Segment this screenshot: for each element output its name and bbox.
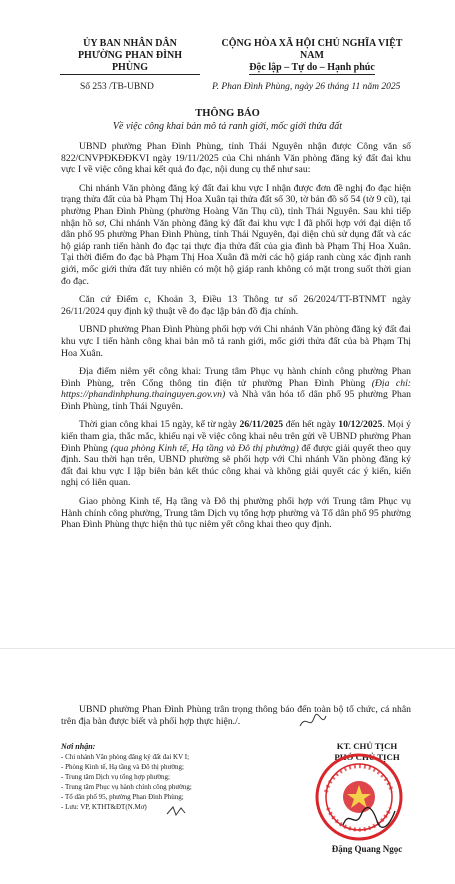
document-subject: Về việc công khai bản mô tả ranh giới, mốc giới thửa đất xyxy=(112,121,343,132)
signer-name: Đặng Quang Ngọc xyxy=(331,844,403,854)
initials-scribble xyxy=(298,712,328,732)
nation-line-1: CỘNG HÒA XÃ HỘI CHỦ NGHĨA VIỆT NAM xyxy=(221,38,403,61)
period-text-end: để được giải quyết theo quy định. Sau thời hạn trên, UBND phường sẽ phối hợp với Chi nhánh Văn phòng đăng ký đất đai khu vực I lập biên bản kết thúc công khai và không giải quyết các ý kiến, kiến nghị có liên quan. xyxy=(61,442,411,489)
nation-motto: Độc lập – Tự do – Hạnh phúc xyxy=(249,62,375,73)
posting-place-text: Địa điểm niêm yết công khai: Trung tâm Phục vụ hành chính công phường Phan Đình Phùng, trên Cổng thông tin điện tử phường Phan Đình Phùng xyxy=(61,366,411,389)
paragraph-1: UBND phường Phan Đình Phùng, tỉnh Thái Nguyên nhận được Công văn số 822/CNVPĐKĐĐKVI ngày 19/11/2025 của Chi nhánh Văn phòng đăng ký đất đai khu vực I về việc công khai kết quả đo đạc, nội dung cụ thể như sau: xyxy=(61,141,411,176)
document-title: THÔNG BÁO xyxy=(195,108,260,119)
recipients-label: Nơi nhận: xyxy=(61,742,96,751)
end-date: 10/12/2025 xyxy=(338,419,383,431)
paragraph-5 xyxy=(61,366,411,412)
document-number: Số 253 /TB-UBND xyxy=(80,82,154,92)
posting-place-text-end: và Nhà văn hóa tổ dân phố 95 phường Phan Đình Phùng, tỉnh Thái Nguyên. xyxy=(61,389,411,412)
paragraph-7: Giao phòng Kinh tế, Hạ tầng và Đô thị phường phối hợp với Trung tâm Phục vụ Hành chính công phường, Trung tâm Dịch vụ tổng hợp phường và Tổ dân phố 95 phường Phan Đình Phùng thực hiện thủ tục niêm yết công khai theo quy định. xyxy=(61,496,411,531)
place-date: P. Phan Đình Phùng, ngày 26 tháng 11 năm 2025 xyxy=(212,82,401,92)
period-text-mid: đến hết ngày xyxy=(283,419,339,431)
agency-line-2: PHƯỜNG PHAN ĐÌNH PHÙNG xyxy=(60,50,200,75)
archive-scribble xyxy=(165,804,187,818)
paragraph-3: Căn cứ Điểm c, Khoản 3, Điều 13 Thông tư số 26/2024/TT-BTNMT ngày 26/11/2024 quy định kỹ thuật về đo đạc lập bản đồ địa chính. xyxy=(61,294,411,317)
start-date: 26/11/2025 xyxy=(239,419,284,431)
paragraph-6 xyxy=(61,419,411,489)
document-body xyxy=(61,141,411,538)
signer-authority: KT. CHỦ TỊCH xyxy=(336,741,398,751)
department-note: (qua phòng Kinh tế, Hạ tầng và Đô thị phường) xyxy=(110,442,299,454)
issuing-agency xyxy=(60,38,200,75)
paragraph-2: Chi nhánh Văn phòng đăng ký đất đai khu vực I nhận được đơn đề nghị đo đạc hiện trạng thửa đất của bà Phạm Thị Hoa Xuân tại thửa đất số 30, tờ bản đồ số 54 (tờ 9 cũ), tại phường Phan Đình Phùng (phường Hoàng Văn Thụ cũ), tỉnh Thái Nguyên. Sau khi tiếp nhận hồ sơ, Chi nhánh Văn phòng đăng ký đất đai khu vực I đã phối hợp với đại diện tổ dân phố 95 phường Phan Đình Phùng, tỉnh Thái Nguyên, đại diện chủ sử dụng đất và các hộ giáp ranh tiến hành đo đạc tại thực địa thửa đất của gia đình bà Phạm Thị Hoa Xuân. Tại thời điểm đo đạc bà Phạm Thị Hoa Xuân đã mời các hộ giáp ranh cùng xác định ranh giới, mốc giới thửa đất tuy nhiên có một hộ giáp ranh không có mặt trong suốt thời gian đo đạc. xyxy=(61,182,411,287)
signer-title: PHÓ CHỦ TỊCH xyxy=(334,752,400,762)
period-text-cont: . Mọi ý kiến tham gia, thắc mắc, khiếu nại về việc công khai nêu trên gửi về UBND phường Phan Đình Phùng xyxy=(61,419,411,454)
recipient-item: - Phòng Kinh tế, Hạ tầng và Đô thị phường; xyxy=(61,763,184,771)
closing-paragraph: UBND phường Phan Đình Phùng trân trọng thông báo đến toàn bộ tổ chức, cá nhân trên địa bàn được biết và phối hợp thực hiện./. xyxy=(61,704,411,727)
paragraph-4: UBND phường Phan Đình Phùng phối hợp với Chi nhánh Văn phòng đăng ký đất đai khu vực I tiến hành công khai bản mô tả ranh giới, mốc giới thửa đất của bà Phạm Thị Hoa Xuân. xyxy=(61,324,411,359)
agency-line-1: ỦY BAN NHÂN DÂN xyxy=(83,38,177,49)
portal-address: (Địa chỉ: https://phandinhphung.thainguyen.gov.vn) xyxy=(61,377,411,401)
recipients-block xyxy=(61,742,231,812)
recipient-item: - Chi nhánh Văn phòng đăng ký đất đai KV I; xyxy=(61,753,190,761)
handwritten-signature-icon xyxy=(339,805,399,831)
recipient-item: - Lưu: VP, KTHT&ĐT(N.Mơ) xyxy=(61,803,147,811)
recipient-item: - Trung tâm Phục vụ hành chính công phường; xyxy=(61,783,192,791)
recipient-item: - Trung tâm Dịch vụ tổng hợp phường; xyxy=(61,773,171,781)
page-break-line xyxy=(0,648,455,649)
national-title xyxy=(212,38,412,75)
period-text: Thời gian công khai 15 ngày, kể từ ngày xyxy=(79,419,240,431)
recipient-item: - Tổ dân phố 95, phường Phan Đình Phùng; xyxy=(61,793,184,801)
